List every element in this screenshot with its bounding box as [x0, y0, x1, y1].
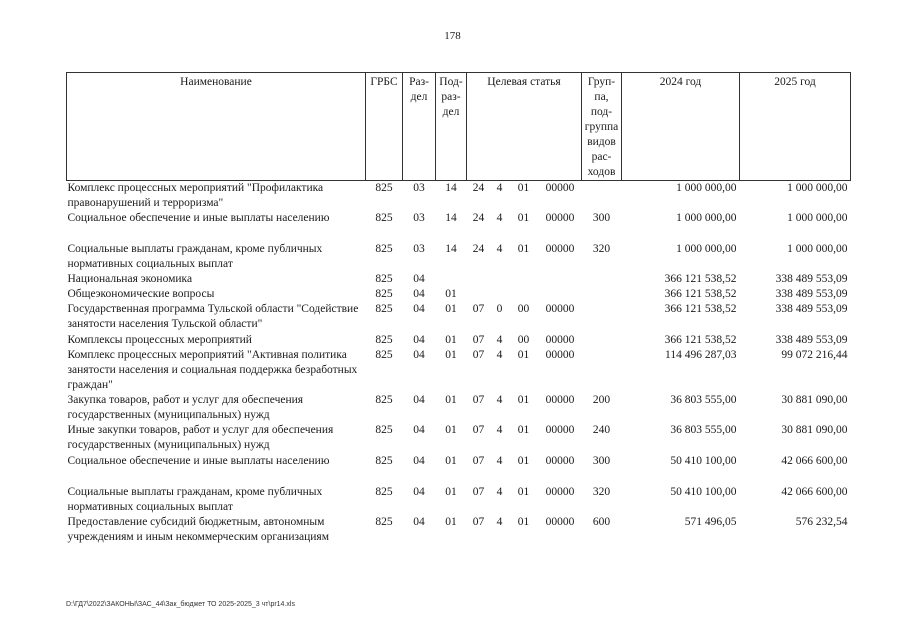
row-expense-group — [582, 333, 622, 348]
row-target-direction: 00000 — [545, 516, 575, 528]
row-target-direction: 00000 — [545, 486, 575, 498]
row-target-program: 07 — [472, 486, 485, 498]
row-target-program — [467, 287, 491, 302]
row-amount-2025: 99 072 216,44 — [781, 349, 848, 361]
row-amount-2024: 50 410 100,00 — [670, 455, 737, 467]
row-grbs: 825 — [375, 212, 393, 224]
row-grbs: 825 — [375, 182, 393, 194]
row-target-program: 07 — [472, 303, 485, 315]
row-podrazdel: 01 — [445, 424, 457, 436]
row-grbs: 825 — [375, 243, 393, 255]
row-target-program — [467, 272, 491, 287]
row-amount-2024: 1 000 000,00 — [676, 182, 737, 194]
row-razdel: 04 — [413, 424, 425, 436]
row-amount-2024: 36 803 555,00 — [670, 394, 737, 406]
row-expense-group — [582, 348, 622, 393]
row-razdel: 04 — [413, 455, 425, 467]
row-grbs: 825 — [375, 516, 393, 528]
table-row — [67, 515, 851, 545]
table-row — [67, 211, 851, 242]
row-expense-group: 300 — [592, 455, 611, 467]
row-amount-2024: 366 121 538,52 — [664, 288, 737, 300]
row-razdel: 03 — [413, 212, 425, 224]
row-target-complex: 01 — [517, 394, 530, 406]
row-amount-2024: 366 121 538,52 — [664, 273, 737, 285]
row-amount-2025: 42 066 600,00 — [781, 486, 848, 498]
row-target-complex: 01 — [517, 182, 530, 194]
row-podrazdel: 01 — [445, 486, 457, 498]
row-target-complex: 01 — [517, 486, 530, 498]
row-grbs: 825 — [375, 303, 393, 315]
row-amount-2024: 50 410 100,00 — [670, 486, 737, 498]
row-name: Социальные выплаты гражданам, кроме публичных нормативных социальных выплат — [67, 486, 323, 513]
header-2024: 2024 год — [622, 73, 740, 181]
row-grbs: 825 — [375, 334, 393, 346]
row-podrazdel: 14 — [445, 212, 457, 224]
row-grbs: 825 — [375, 486, 393, 498]
table-row — [67, 333, 851, 348]
row-grbs: 825 — [375, 349, 393, 361]
table-row — [67, 393, 851, 423]
header-2025: 2025 год — [740, 73, 851, 181]
header-podrazdel: Под- раз- дел — [436, 73, 467, 181]
row-target-complex — [509, 272, 539, 287]
row-expense-group — [582, 302, 622, 333]
row-target-complex: 01 — [517, 212, 530, 224]
row-target-program: 24 — [472, 212, 485, 224]
row-amount-2025: 338 489 553,09 — [775, 288, 848, 300]
row-expense-group: 320 — [592, 243, 611, 255]
row-target-program: 24 — [472, 182, 485, 194]
header-razdel: Раз- дел — [403, 73, 436, 181]
table-row — [67, 287, 851, 302]
row-name: Комплекс процессных мероприятий "Активная политика занятости населения и социальная поддержка безработных граждан" — [67, 349, 358, 391]
row-amount-2024: 1 000 000,00 — [676, 243, 737, 255]
row-target-program: 07 — [472, 349, 485, 361]
row-razdel: 04 — [413, 486, 425, 498]
row-target-direction: 00000 — [545, 243, 575, 255]
row-name: Национальная экономика — [67, 273, 193, 285]
row-name: Социальные выплаты гражданам, кроме публичных нормативных социальных выплат — [67, 243, 323, 270]
row-target-type: 4 — [496, 212, 503, 224]
header-group: Груп- па, под- группа видов рас- ходов — [582, 73, 622, 181]
row-target-complex: 01 — [517, 516, 530, 528]
row-expense-group: 320 — [592, 486, 611, 498]
row-amount-2025: 1 000 000,00 — [787, 243, 848, 255]
row-target-type: 4 — [496, 455, 503, 467]
row-razdel: 04 — [413, 394, 425, 406]
row-amount-2025: 338 489 553,09 — [775, 334, 848, 346]
row-target-direction: 00000 — [545, 334, 575, 346]
row-target-type: 0 — [496, 303, 503, 315]
row-amount-2024: 36 803 555,00 — [670, 424, 737, 436]
row-expense-group — [582, 181, 622, 212]
row-target-type: 4 — [496, 394, 503, 406]
row-target-direction — [539, 272, 582, 287]
row-amount-2025: 338 489 553,09 — [775, 303, 848, 315]
row-podrazdel: 14 — [445, 182, 457, 194]
table-row — [67, 302, 851, 333]
file-path-footer: D:\ГД7\2022\ЗАКОНЫ\ЗАС_44\Зак_бюджет ТО 2025-2025_3 чт\pr14.xls — [66, 601, 295, 608]
row-target-program: 07 — [472, 455, 485, 467]
table-row — [67, 423, 851, 454]
row-target-direction — [539, 287, 582, 302]
row-razdel: 03 — [413, 243, 425, 255]
row-expense-group: 300 — [592, 212, 611, 224]
row-name: Иные закупки товаров, работ и услуг для обеспечения государственных (муниципальных) нужд — [67, 424, 334, 451]
row-podrazdel — [436, 272, 467, 287]
row-podrazdel: 01 — [445, 303, 457, 315]
row-target-complex: 01 — [517, 243, 530, 255]
row-target-program: 07 — [472, 394, 485, 406]
header-name: Наименование — [67, 73, 366, 181]
row-expense-group — [582, 272, 622, 287]
row-target-type: 4 — [496, 516, 503, 528]
header-grbs: ГРБС — [366, 73, 403, 181]
row-razdel: 04 — [413, 349, 425, 361]
row-razdel: 04 — [413, 273, 425, 285]
row-amount-2025: 1 000 000,00 — [787, 212, 848, 224]
row-target-program: 07 — [472, 424, 485, 436]
row-target-complex: 01 — [517, 424, 530, 436]
row-target-complex: 01 — [517, 455, 530, 467]
row-target-direction: 00000 — [545, 212, 575, 224]
row-podrazdel: 01 — [445, 288, 457, 300]
row-expense-group: 200 — [592, 394, 611, 406]
page-number: 178 — [444, 30, 461, 42]
row-razdel: 04 — [413, 334, 425, 346]
row-amount-2025: 338 489 553,09 — [775, 273, 848, 285]
header-target: Целевая статья — [467, 73, 582, 181]
row-name: Комплекс процессных мероприятий "Профилактика правонарушений и терроризма" — [67, 182, 324, 209]
row-target-direction: 00000 — [545, 182, 575, 194]
row-podrazdel: 01 — [445, 334, 457, 346]
row-grbs: 825 — [375, 424, 393, 436]
row-name: Предоставление субсидий бюджетным, автономным учреждениям и иным некоммерческим организациям — [67, 516, 329, 543]
table-row — [67, 454, 851, 485]
row-target-complex: 01 — [517, 349, 530, 361]
row-target-type — [491, 287, 509, 302]
table-row — [67, 242, 851, 272]
row-name: Социальное обеспечение и иные выплаты населению — [67, 212, 330, 224]
row-amount-2025: 42 066 600,00 — [781, 455, 848, 467]
row-amount-2025: 576 232,54 — [795, 516, 848, 528]
row-grbs: 825 — [375, 455, 393, 467]
row-grbs: 825 — [375, 288, 393, 300]
row-grbs: 825 — [375, 273, 393, 285]
row-razdel: 04 — [413, 288, 425, 300]
row-target-complex: 00 — [517, 334, 530, 346]
row-target-type: 4 — [496, 243, 503, 255]
table-row — [67, 348, 851, 393]
row-expense-group: 240 — [592, 424, 611, 436]
row-amount-2024: 366 121 538,52 — [664, 303, 737, 315]
row-expense-group — [582, 287, 622, 302]
row-target-type: 4 — [496, 486, 503, 498]
row-podrazdel: 01 — [445, 516, 457, 528]
row-target-direction: 00000 — [545, 455, 575, 467]
table-row — [67, 485, 851, 515]
row-razdel: 04 — [413, 516, 425, 528]
row-name: Государственная программа Тульской области "Содействие занятости населения Тульской области" — [67, 303, 359, 330]
row-amount-2025: 30 881 090,00 — [781, 424, 848, 436]
row-target-program: 07 — [472, 334, 485, 346]
row-target-type: 4 — [496, 424, 503, 436]
row-podrazdel: 01 — [445, 394, 457, 406]
row-podrazdel: 14 — [445, 243, 457, 255]
table-row — [67, 272, 851, 287]
row-amount-2024: 114 496 287,03 — [665, 349, 737, 361]
row-target-direction: 00000 — [545, 349, 575, 361]
row-name: Закупка товаров, работ и услуг для обеспечения государственных (муниципальных) нужд — [67, 394, 304, 421]
row-target-program: 07 — [472, 516, 485, 528]
row-razdel: 03 — [413, 182, 425, 194]
row-target-complex: 00 — [517, 303, 530, 315]
row-target-type: 4 — [496, 349, 503, 361]
row-amount-2024: 366 121 538,52 — [664, 334, 737, 346]
row-amount-2025: 30 881 090,00 — [781, 394, 848, 406]
row-target-type: 4 — [496, 334, 503, 346]
table-body — [67, 181, 851, 546]
row-amount-2024: 1 000 000,00 — [676, 212, 737, 224]
row-podrazdel: 01 — [445, 455, 457, 467]
row-name: Комплексы процессных мероприятий — [67, 334, 252, 346]
row-name: Общеэкономические вопросы — [67, 288, 215, 300]
row-target-program: 24 — [472, 243, 485, 255]
row-target-complex — [509, 287, 539, 302]
budget-table — [66, 72, 851, 545]
row-target-direction: 00000 — [545, 303, 575, 315]
row-target-direction: 00000 — [545, 424, 575, 436]
row-amount-2024: 571 496,05 — [684, 516, 737, 528]
row-target-type — [491, 272, 509, 287]
table-row — [67, 181, 851, 212]
row-razdel: 04 — [413, 303, 425, 315]
row-grbs: 825 — [375, 394, 393, 406]
row-podrazdel: 01 — [445, 349, 457, 361]
row-name: Социальное обеспечение и иные выплаты населению — [67, 455, 330, 467]
row-amount-2025: 1 000 000,00 — [787, 182, 848, 194]
row-target-type: 4 — [496, 182, 503, 194]
row-expense-group: 600 — [592, 516, 611, 528]
row-target-direction: 00000 — [545, 394, 575, 406]
